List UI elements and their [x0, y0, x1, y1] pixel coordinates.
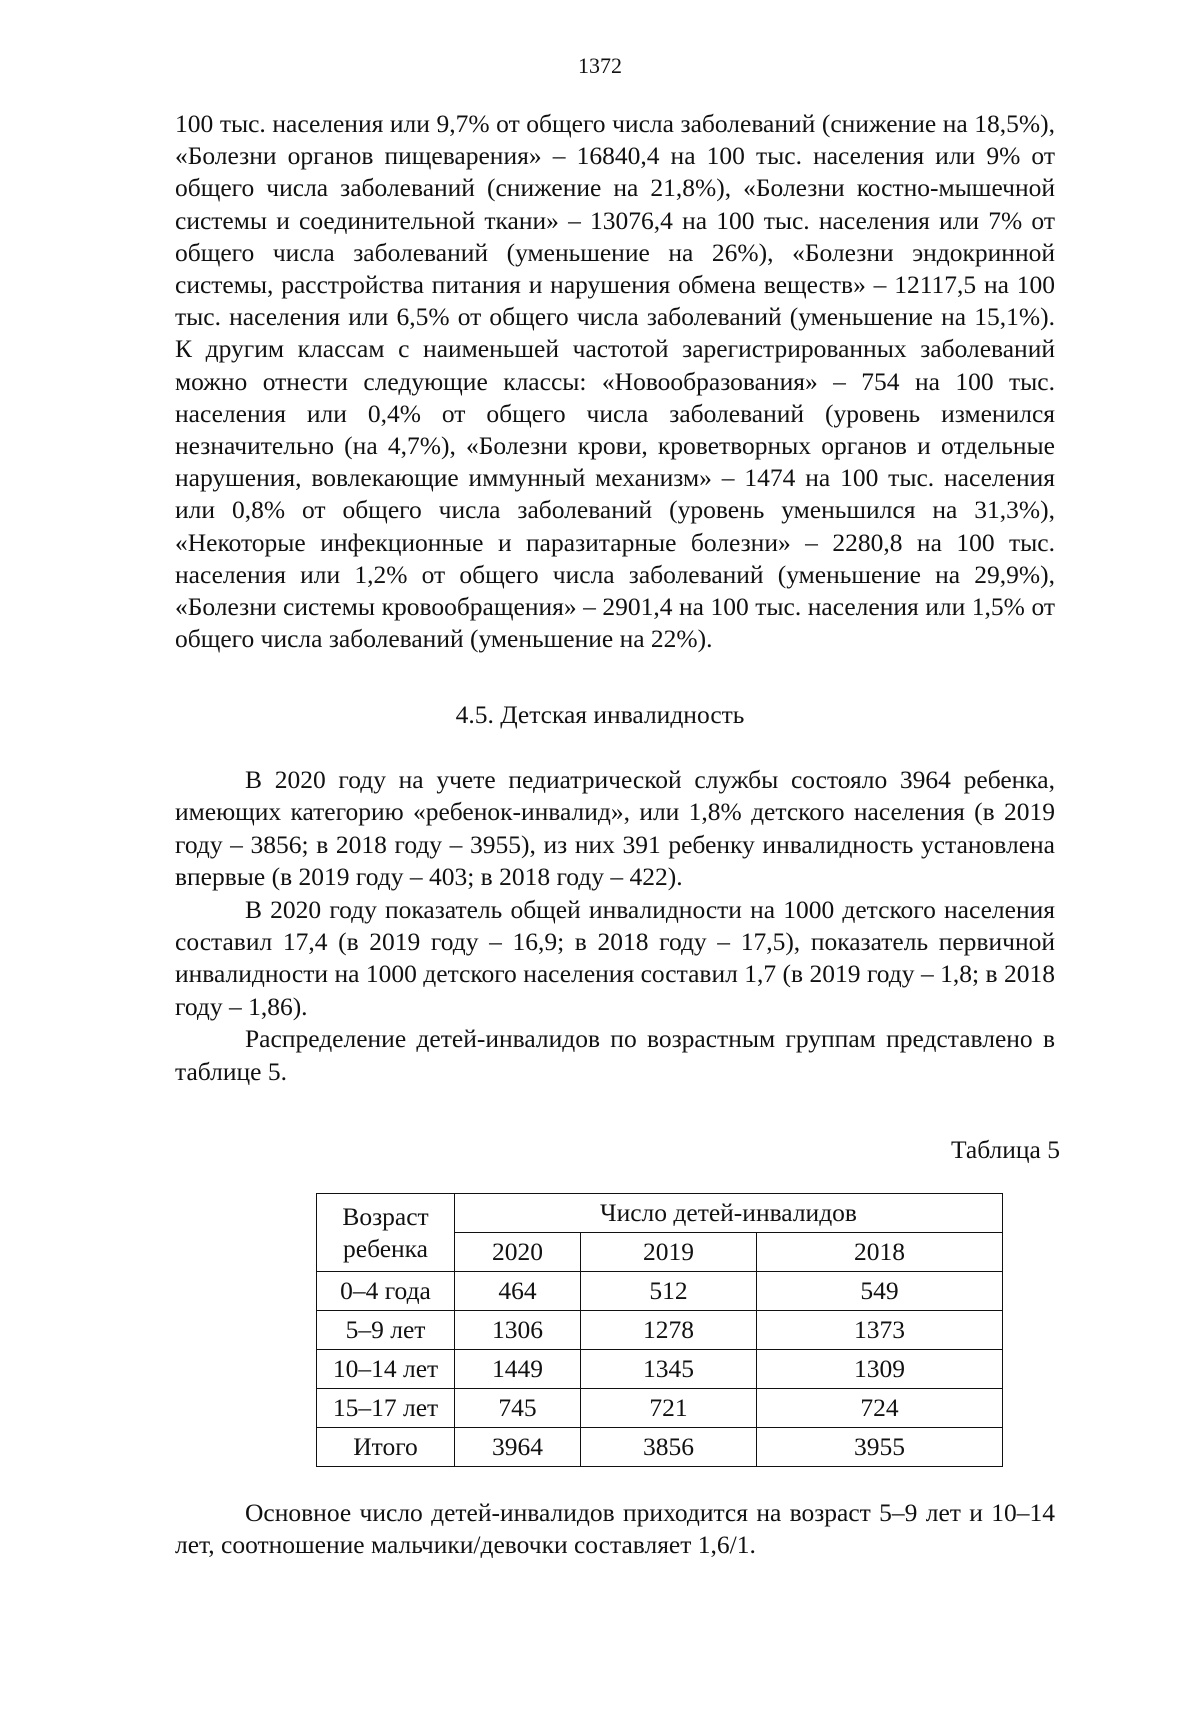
paragraph-intro: 100 тыс. населения или 9,7% от общего числа заболеваний (снижение на 18,5%), «Болезни органов пищеварения» – 16840,4 на 100 тыс. населения или 9% от общего числа заболеваний (снижение на 21,8%), «Болезни костно-мышечной системы и соединительной ткани» – 13076,4 на 100 тыс. населения или 7% от общего числа заболеваний (уменьшение на 26%), «Болезни эндокринной системы, расстройства питания и нарушения обмена веществ» – 12117,5 на 100 тыс. населения или 6,5% от общего числа заболеваний (уменьшение на 15,1%). К другим классам с наименьшей частотой зарегистрированных заболеваний можно отнести следующие классы: «Новообразования» – 754 на 100 тыс. населения или 0,4% от общего числа заболеваний (уровень изменился незначительно (на 4,7%), «Болезни крови, кроветворных органов и отдельные нарушения, вовлекающие иммунный механизм» – 1474 на 100 тыс. населения или 0,8% от общего числа заболеваний (уровень уменьшился на 31,3%), «Некоторые инфекционные и паразитарные болезни» – 2280,8 на 100 тыс. населения или 1,2% от общего числа заболеваний (уменьшение на 29,9%), «Болезни системы кровообращения» – 2901,4 на 100 тыс. населения или 1,5% от общего числа заболеваний (уменьшение на 22%).: [175, 109, 1055, 654]
table-total-row: [317, 1428, 1003, 1467]
value-cell-2019: 1278: [581, 1311, 757, 1350]
count-group-header: Число детей-инвалидов: [455, 1194, 1003, 1233]
value-cell-2018: 1373: [757, 1311, 1003, 1350]
table-row: [317, 1389, 1003, 1428]
table-header-row: [317, 1194, 1003, 1233]
paragraph-group: [175, 764, 1055, 1088]
table-row: [317, 1350, 1003, 1389]
paragraph-rates: В 2020 году показатель общей инвалидности на 1000 детского населения составил 17,4 (в 2019 году – 16,9; в 2018 году – 17,5), показатель первичной инвалидности на 1000 детского населения составил 1,7 (в 2019 году – 1,8; в 2018 году – 1,86).: [175, 894, 1055, 1021]
age-cell: 15–17 лет: [317, 1389, 455, 1428]
paragraph-registry: В 2020 году на учете педиатрической службы состояло 3964 ребенка, имеющих категорию «ребенок-инвалид», или 1,8% детского населения (в 2019 году – 3856; в 2018 году – 3955), из них 391 ребенку инвалидность установлена впервые (в 2019 году – 403; в 2018 году – 422).: [175, 765, 1055, 892]
age-cell: 10–14 лет: [317, 1350, 455, 1389]
value-cell-2019: 1345: [581, 1350, 757, 1389]
year-header-2019: 2019: [581, 1233, 757, 1272]
value-cell-2020: 1449: [455, 1350, 581, 1389]
value-cell-2020: 464: [455, 1272, 581, 1311]
table-row: [317, 1311, 1003, 1350]
value-cell-2019: 512: [581, 1272, 757, 1311]
total-label-cell: Итого: [317, 1428, 455, 1467]
age-column-header: Возраст ребенка: [317, 1194, 455, 1272]
section-heading: 4.5. Детская инвалидность: [455, 700, 745, 729]
total-cell-2019: 3856: [581, 1428, 757, 1467]
table-row: [317, 1272, 1003, 1311]
age-cell: 0–4 года: [317, 1272, 455, 1311]
year-header-2018: 2018: [757, 1233, 1003, 1272]
year-header-2020: 2020: [455, 1233, 581, 1272]
value-cell-2018: 1309: [757, 1350, 1003, 1389]
total-cell-2018: 3955: [757, 1428, 1003, 1467]
age-cell: 5–9 лет: [317, 1311, 455, 1350]
page-number: 1372: [578, 53, 622, 78]
paragraph-conclusion: Основное число детей-инвалидов приходится на возраст 5–9 лет и 10–14 лет, соотношение мальчики/девочки составляет 1,6/1.: [175, 1498, 1055, 1560]
disabled-children-table: [316, 1193, 1003, 1467]
total-cell-2020: 3964: [455, 1428, 581, 1467]
value-cell-2018: 549: [757, 1272, 1003, 1311]
paragraph-table-ref: Распределение детей-инвалидов по возрастным группам представлено в таблице 5.: [175, 1024, 1055, 1086]
value-cell-2020: 1306: [455, 1311, 581, 1350]
value-cell-2018: 724: [757, 1389, 1003, 1428]
table-caption: Таблица 5: [950, 1135, 1060, 1164]
value-cell-2020: 745: [455, 1389, 581, 1428]
value-cell-2019: 721: [581, 1389, 757, 1428]
